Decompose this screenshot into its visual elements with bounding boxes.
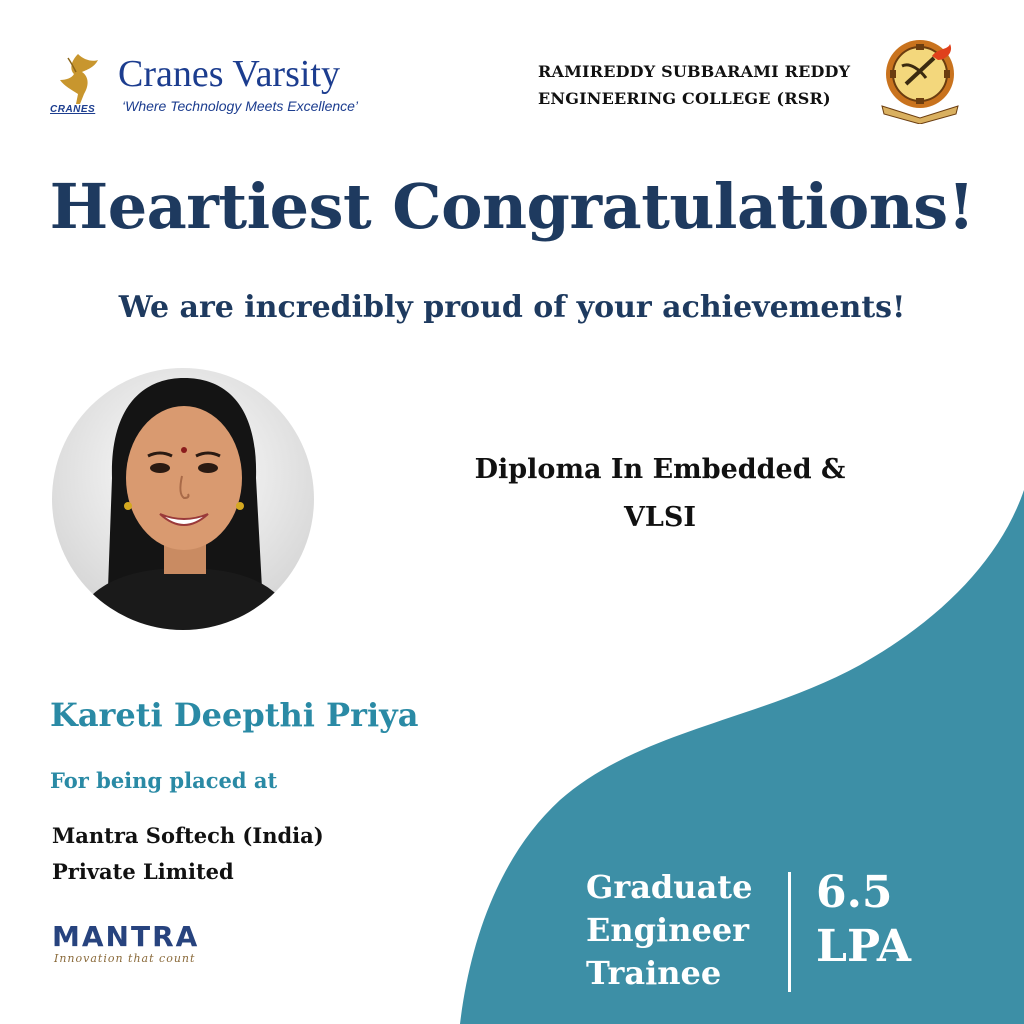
job-role-line1: Graduate	[586, 868, 753, 906]
mantra-tagline: Innovation that count	[54, 952, 196, 965]
mantra-wordmark: MANTRA	[52, 920, 200, 953]
headline: Heartiest Congratulations!	[49, 170, 975, 243]
job-role	[586, 866, 786, 995]
subheadline: We are incredibly proud of your achievements!	[118, 290, 906, 325]
company-name	[52, 818, 372, 890]
salary-package	[816, 866, 976, 974]
cranes-wordmark: CRANES	[50, 104, 96, 115]
college-name	[538, 58, 878, 112]
company-name-line2: Private Limited	[52, 859, 234, 884]
mantra-logo	[52, 920, 232, 970]
job-role-line3: Trainee	[586, 954, 722, 992]
company-name-line1: Mantra Softech (India)	[52, 823, 324, 848]
salary-package-value: 6.5	[816, 867, 893, 918]
student-name: Kareti Deepthi Priya	[50, 696, 419, 734]
offer-divider	[788, 872, 791, 992]
cranes-tagline: ‘Where Technology Meets Excellence’	[122, 98, 359, 114]
student-photo	[52, 368, 314, 630]
job-role-line2: Engineer	[586, 911, 750, 949]
college-name-line1: RAMIREDDY SUBBARAMI REDDY	[538, 62, 851, 81]
cranes-varsity-logo	[50, 44, 410, 124]
cranes-varsity-title: Cranes Varsity	[118, 53, 340, 95]
college-seal-icon	[876, 36, 972, 124]
course-title	[400, 446, 920, 542]
salary-package-unit: LPA	[816, 921, 911, 972]
college-name-line2: ENGINEERING COLLEGE (RSR)	[538, 89, 831, 108]
course-line2: VLSI	[623, 502, 697, 533]
placement-label: For being placed at	[50, 768, 278, 793]
crane-bird-icon	[54, 50, 102, 106]
course-line1: Diploma In Embedded &	[474, 454, 846, 485]
